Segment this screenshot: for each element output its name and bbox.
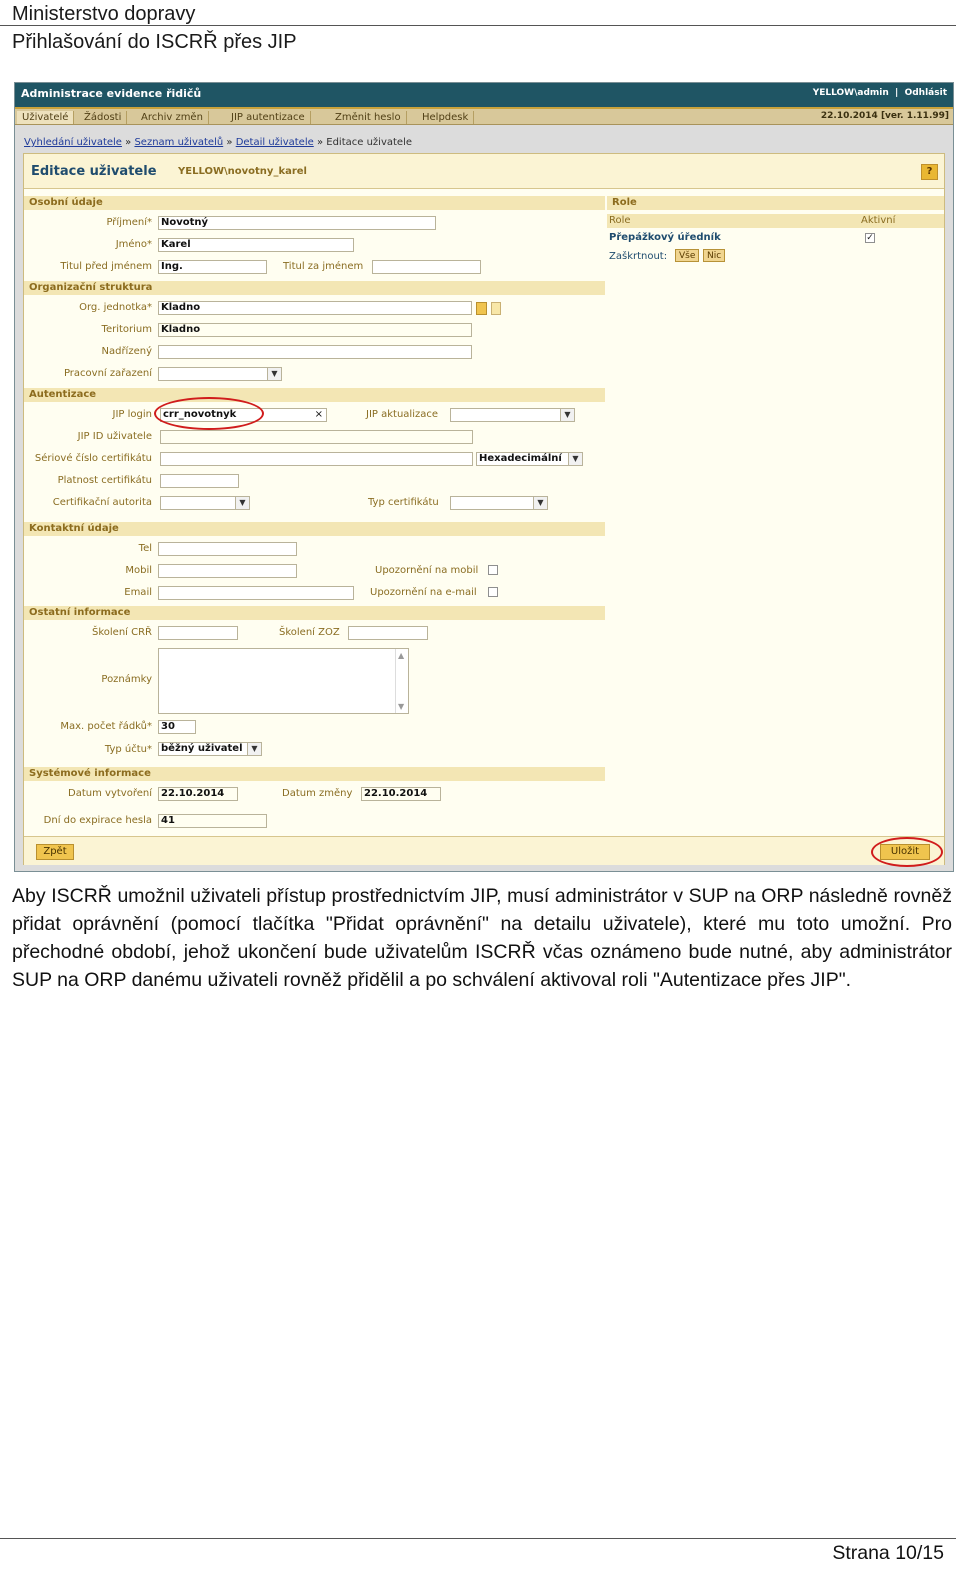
email-field[interactable] — [158, 586, 354, 600]
label-changed: Datum změny — [282, 788, 353, 799]
app-topbar — [15, 83, 953, 107]
notes-scrollbar[interactable] — [395, 649, 408, 713]
breadcrumb-detail[interactable]: Detail uživatele — [235, 137, 314, 148]
help-button[interactable]: ? — [921, 164, 938, 180]
role-check-controls — [607, 249, 944, 265]
label-jip-id: JIP ID uživatele — [77, 431, 152, 442]
header-divider — [0, 25, 956, 26]
menu-zadosti[interactable]: Žádosti — [79, 111, 127, 124]
label-days-expiry: Dní do expirace hesla — [43, 815, 152, 826]
label-cert-validity: Platnost certifikátu — [57, 475, 152, 486]
breadcrumb-vyhledani[interactable]: Vyhledání uživatele — [24, 137, 122, 148]
label-notify-mobil: Upozornění na mobil — [375, 565, 479, 576]
label-training-zoz: Školení ZOZ — [279, 627, 340, 638]
chevron-down-icon: ▼ — [235, 497, 249, 509]
check-label: Zaškrtnout: — [609, 251, 668, 262]
label-cert-authority: Certifikační autorita — [52, 497, 152, 508]
label-cert-serial: Sériové číslo certifikátu — [34, 453, 152, 464]
edited-user-id: YELLOW\novotny_karel — [178, 166, 307, 177]
section-contact: Kontaktní údaje — [24, 522, 605, 536]
section-role: Role — [607, 196, 944, 210]
created-field: 22.10.2014 — [158, 787, 238, 801]
section-other: Ostatní informace — [24, 606, 605, 620]
label-name: Jméno* — [115, 239, 152, 250]
cert-format-select[interactable] — [476, 452, 583, 466]
check-none-button[interactable]: Nic — [703, 249, 725, 262]
panel-bottombar — [24, 836, 944, 865]
cert-type-select[interactable] — [450, 496, 548, 510]
superior-field[interactable] — [158, 345, 472, 359]
label-notify-email: Upozornění na e-mail — [370, 587, 477, 598]
name-field[interactable]: Karel — [158, 238, 354, 252]
folder-open-icon[interactable] — [476, 302, 487, 315]
section-auth: Autentizace — [24, 388, 605, 402]
label-mobil: Mobil — [125, 565, 152, 576]
days-expiry-field: 41 — [158, 814, 267, 828]
menu-helpdesk[interactable]: Helpdesk — [417, 111, 474, 124]
date-version: 22.10.2014 [ver. 1.11.99] — [820, 111, 949, 121]
role-table-header — [607, 214, 944, 228]
highlight-ring-save — [871, 837, 943, 867]
chevron-up-icon: ▲ — [398, 651, 405, 660]
user-area: YELLOW\admin | Odhlásit — [812, 88, 947, 98]
label-surname: Příjmení* — [106, 217, 152, 228]
app-title: Administrace evidence řidičů — [21, 87, 202, 100]
label-title-before: Titul před jménem — [60, 261, 152, 272]
notes-textarea[interactable] — [158, 648, 409, 714]
breadcrumb-current: Editace uživatele — [326, 137, 413, 148]
account-type-select[interactable] — [158, 742, 262, 756]
changed-field: 22.10.2014 — [361, 787, 441, 801]
highlight-ring-jip-login — [154, 397, 264, 430]
org-unit-field[interactable]: Kladno — [158, 301, 472, 315]
breadcrumb-seznam[interactable]: Seznam uživatelů — [134, 137, 224, 148]
title-before-field[interactable]: Ing. — [158, 260, 267, 274]
clear-icon[interactable]: × — [314, 409, 323, 420]
chevron-down-icon: ▼ — [560, 409, 574, 421]
menu-zmenit-heslo[interactable]: Změnit heslo — [330, 111, 407, 124]
document-paragraph: Aby ISCRŘ umožnil uživateli přístup prostřednictvím JIP, musí administrátor v SUP na ORP následně rovněž přidat oprávnění (pomocí tlačítka "Přidat oprávnění" na detailu uživatele), které mu toto umožní. Pro přechodné období, jehož ukončení bude uživatelům ISCRŘ včas oznámeno bude nutné, aby administrátor SUP na ORP danému uživateli rovněž přidělil a po schválení aktivoval roli "Autentizace přes JIP". — [12, 885, 952, 991]
chevron-down-icon: ▼ — [533, 497, 547, 509]
chevron-down-icon: ▼ — [398, 702, 405, 711]
folder-clear-icon[interactable] — [491, 302, 501, 315]
label-position: Pracovní zařazení — [63, 368, 152, 379]
label-account-type: Typ účtu* — [104, 744, 152, 755]
label-org-unit: Org. jednotka* — [79, 302, 152, 313]
label-jip-update: JIP aktualizace — [366, 409, 438, 420]
role-col-role: Role — [609, 215, 631, 226]
label-cert-type: Typ certifikátu — [368, 497, 439, 508]
territory-field: Kladno — [158, 323, 472, 337]
label-jip-login: JIP login — [112, 409, 152, 420]
surname-field[interactable]: Novotný — [158, 216, 436, 230]
label-notes: Poznámky — [101, 674, 152, 685]
role-col-active: Aktivní — [861, 215, 896, 226]
jip-login-value: crr_novotnyk — [163, 409, 237, 420]
document-header — [12, 0, 297, 56]
position-select[interactable] — [158, 367, 282, 381]
logout-link[interactable]: Odhlásit — [904, 88, 947, 98]
training-zoz-field[interactable] — [348, 626, 428, 640]
page-number: Strana 10/15 — [832, 1542, 944, 1564]
edit-user-panel — [23, 153, 945, 865]
training-crr-field[interactable] — [158, 626, 238, 640]
label-training-crr: Školení CRŘ — [91, 627, 152, 638]
role-row — [607, 230, 944, 246]
footer-divider — [0, 1538, 956, 1539]
account-type-value: běžný uživatel — [161, 743, 243, 754]
chevron-down-icon: ▼ — [568, 453, 582, 465]
check-all-button[interactable]: Vše — [675, 249, 699, 262]
page-title: Editace uživatele — [31, 164, 157, 179]
section-system: Systémové informace — [24, 767, 605, 781]
cert-authority-select[interactable] — [160, 496, 250, 510]
notify-mobil-checkbox[interactable] — [488, 565, 498, 575]
tel-field[interactable] — [158, 542, 297, 556]
chevron-down-icon: ▼ — [267, 368, 281, 380]
jip-id-field — [160, 430, 473, 444]
max-rows-field[interactable]: 30 — [158, 720, 196, 734]
current-user: YELLOW\admin — [812, 88, 889, 98]
label-title-after: Titul za jménem — [283, 261, 364, 272]
label-max-rows: Max. počet řádků* — [60, 721, 152, 732]
cert-serial-field[interactable] — [160, 452, 473, 466]
panel-titlebar — [24, 154, 944, 189]
cert-format-value: Hexadecimální — [479, 453, 562, 464]
menu-uzivatele[interactable]: Uživatelé — [17, 111, 74, 124]
label-created: Datum vytvoření — [68, 788, 152, 799]
mobil-field[interactable] — [158, 564, 297, 578]
label-territory: Teritorium — [101, 324, 152, 335]
label-superior: Nadřízený — [101, 346, 152, 357]
section-personal: Osobní údaje — [24, 196, 605, 210]
back-button[interactable]: Zpět — [36, 844, 74, 860]
cert-validity-field[interactable] — [160, 474, 239, 488]
document-org: Ministerstvo dopravy — [12, 3, 196, 25]
breadcrumb: Vyhledání uživatele » Seznam uživatelů » Detail uživatele » Editace uživatele — [24, 137, 413, 148]
role-name: Přepážkový úředník — [609, 232, 721, 243]
section-org: Organizační struktura — [24, 281, 605, 295]
document-subtitle: Přihlašování do ISCRŘ přes JIP — [12, 31, 297, 53]
jip-update-select[interactable] — [450, 408, 575, 422]
chevron-down-icon: ▼ — [247, 743, 261, 755]
label-email: Email — [124, 587, 152, 598]
role-active-checkbox[interactable]: ✓ — [866, 233, 874, 243]
notify-email-checkbox[interactable] — [488, 587, 498, 597]
label-tel: Tel — [138, 543, 152, 554]
title-after-field[interactable] — [372, 260, 481, 274]
main-menu — [15, 107, 953, 125]
menu-archiv-zmen[interactable]: Archiv změn — [136, 111, 209, 124]
menu-jip-autentizace[interactable]: JIP autentizace — [226, 111, 311, 124]
app-screenshot — [14, 82, 954, 872]
save-button[interactable]: Uložit — [880, 844, 930, 860]
